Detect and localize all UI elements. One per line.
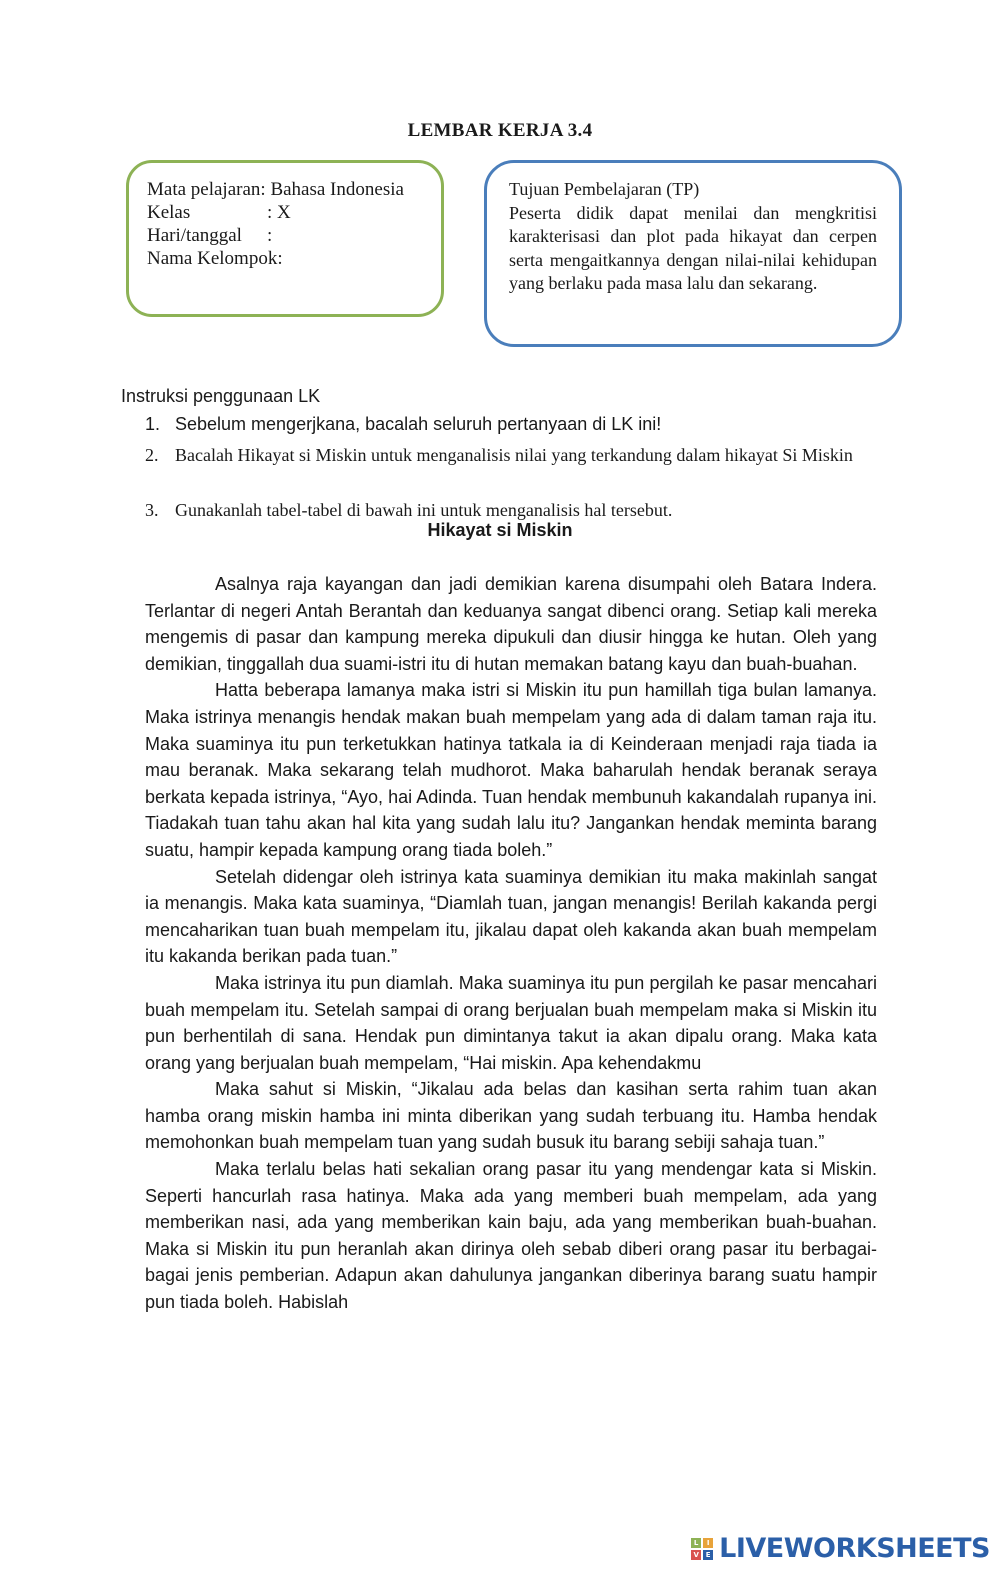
story-paragraph: Hatta beberapa lamanya maka istri si Miskin itu pun hamillah tiga bulan lamanya. Maka istrinya menangis hendak makan buah mempelam yang ada di dalam taman raja itu. Maka suaminya itu pun terketukkan hatinya tatkala ia di Keinderaan menjadi raja tiada ia mau beranak. Maka sekarang telah mudhorot. Maka baharulah hendak beranak seraya berkata kepada istrinya, “Ayo, hai Adinda. Tuan hendak membunuh kakandalah rupanya ini. Tiadakah tuan tahu akan hal kita yang sudah lalu itu? Jangankan hendak meminta barang suatu, hampir kepada kampung orang tiada boleh.” <box>145 680 877 860</box>
story-paragraph: Maka istrinya itu pun diamlah. Maka suaminya itu pun pergilah ke pasar mencahari buah mempelam itu. Setelah sampai di orang berjualan buah mempelam maka si Miskin itu pun berhentilah di sana. Hendak pun dimintanya takut ia akan dipalu orang. Maka kata orang yang berjualan buah mempelam, “Hai miskin. Apa kehendakmu <box>145 972 877 1073</box>
logo-text: LIVEWORKSHEETS <box>719 1533 990 1564</box>
info-row-subject: Mata pelajaran: Bahasa Indonesia <box>147 179 404 200</box>
logo-cube: V <box>691 1550 701 1560</box>
objective-heading: Tujuan Pembelajaran (TP) <box>509 179 700 199</box>
story-paragraph: Maka sahut si Miskin, “Jikalau ada belas dan kasihan serta rahim tuan akan hamba orang miskin hamba ini minta diberikan yang sudah terbuang itu. Hamba hendak memohonkan buah mempelam tuan yang sudah busuk itu barang sebiji sahaja tuan.” <box>145 1079 877 1153</box>
objective-box <box>484 160 902 347</box>
logo-cubes-icon <box>691 1538 713 1560</box>
info-box <box>126 160 444 317</box>
liveworksheets-logo[interactable] <box>691 1533 990 1564</box>
worksheet-title: LEMBAR KERJA 3.4 <box>407 120 593 141</box>
objective-text: Peserta didik dapat menilai dan mengkritisi karakterisasi dan plot pada hikayat dan cerpen serta mengaitkannya dengan nilai-nilai kehidupan yang berlaku pada masa lalu dan sekarang. <box>509 202 877 293</box>
info-row-class: Kelas : X <box>147 202 291 223</box>
info-row-date: Hari/tanggal : <box>147 225 273 246</box>
logo-cube: E <box>703 1550 713 1560</box>
story-body <box>145 571 877 1316</box>
story-paragraph: Asalnya raja kayangan dan jadi demikian karena disumpahi oleh Batara Indera. Terlantar di negeri Antah Berantah dan keduanya sangat dibenci orang. Setiap kali mereka mengemis di pasar dan kampung mereka dipukuli dan diusir hingga ke hutan. Oleh yang demikian, tinggallah dua suami-istri itu di hutan memakan batang kayu dan buah-buahan. <box>145 574 877 674</box>
logo-cube: L <box>691 1538 701 1548</box>
logo-cube: I <box>703 1538 713 1548</box>
instructions-list <box>145 412 885 522</box>
info-row-group: Nama Kelompok: <box>147 248 283 269</box>
story-paragraph: Setelah didengar oleh istrinya kata suaminya demikian itu maka makinlah sangat ia menangis. Maka kata suaminya, “Diamlah tuan, jangan menangis! Berilah kakanda pergi mencaharikan tuan buah mempelam itu, jikalau dapat oleh kakanda akan buah mempelam itu kakanda berikan pada tuan.” <box>145 866 877 967</box>
story-paragraph: Maka terlalu belas hati sekalian orang pasar itu yang mendengar kata si Miskin. Seperti hancurlah rasa hatinya. Maka ada yang memberi buah mempelam, ada yang memberikan nasi, ada yang memberikan kain baju, ada yang memberikan buah-buahan. Maka si Miskin itu pun heranlah akan dirinya oleh sebab diberi orang pasar itu berbagai-bagai jenis pemberian. Adapun akan dahulunya jangankan diberinya barang suatu hampir pun tiada boleh. Habislah <box>145 1159 877 1313</box>
instruction-item: 2. Bacalah Hikayat si Miskin untuk menganalisis nilai yang terkandung dalam hikayat Si Miskin <box>145 445 853 465</box>
instruction-item: 1. Sebelum mengerjkana, bacalah seluruh pertanyaan di LK ini! <box>145 414 662 434</box>
instructions-heading: Instruksi penggunaan LK <box>121 386 321 406</box>
instruction-item: 3. Gunakanlah tabel-tabel di bawah ini untuk menganalisis hal tersebut. <box>145 500 673 520</box>
story-title: Hikayat si Miskin <box>427 520 573 540</box>
